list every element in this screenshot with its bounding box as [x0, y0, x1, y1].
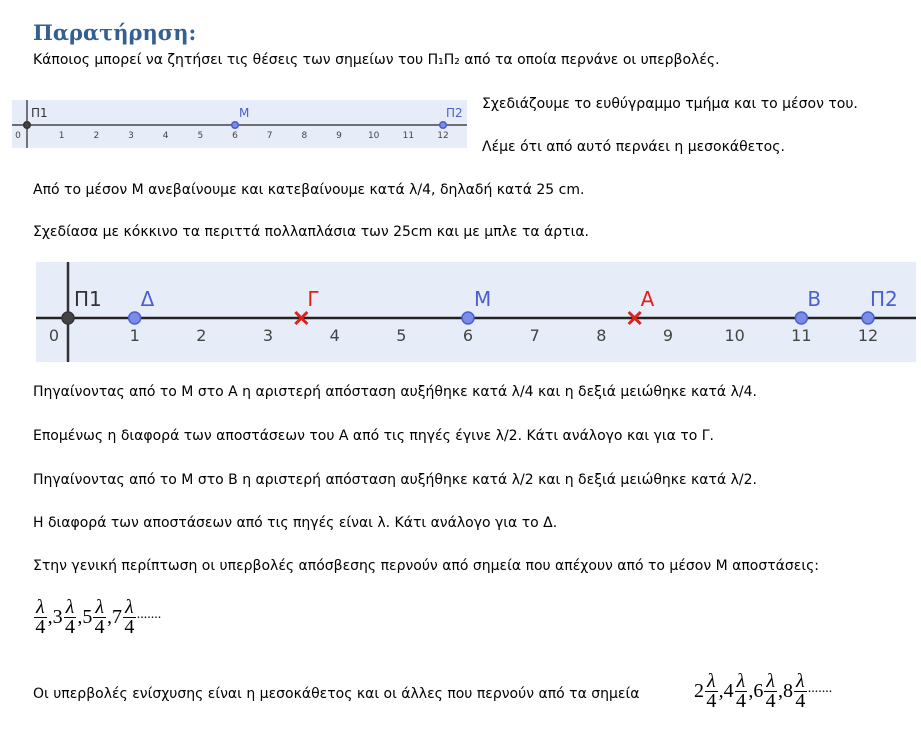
paragraph-5: Πηγαίνοντας από το Μ στο Β η αριστερή απόσταση αυξήθηκε κατά λ/2 και η δεξιά μειώθηκε κατά λ/2.: [33, 472, 758, 488]
tick-label: 6: [462, 326, 474, 345]
fraction-numerator: λ: [766, 670, 776, 692]
formula-fraction: [123, 598, 136, 637]
tick-label: 9: [662, 326, 674, 345]
point-label: Μ: [474, 287, 492, 311]
tick-label: 8: [301, 131, 308, 141]
tick-label: 1: [129, 326, 140, 345]
point-marker: [129, 312, 141, 324]
tick-label: 3: [262, 326, 274, 345]
point-marker: [795, 312, 807, 324]
fraction-denominator: 4: [65, 616, 75, 638]
point-label: Π1: [31, 106, 48, 120]
tick-label: 6: [232, 131, 238, 141]
formula-destructive: [33, 598, 161, 637]
fraction-numerator: λ: [95, 596, 105, 618]
formula-fraction: [64, 598, 77, 637]
formula-fraction: [794, 672, 807, 711]
formula-fraction: [34, 598, 47, 637]
tick-label: 2: [93, 131, 100, 141]
fraction-numerator: λ: [707, 670, 716, 692]
tick-label: 10: [367, 131, 380, 141]
side-text-1: Σχεδιάζουμε το ευθύγραμμο τμήμα και το μέσον του.: [482, 96, 858, 112]
point-marker: [440, 122, 447, 129]
point-label: Γ: [307, 287, 319, 311]
point-label: Α: [640, 287, 655, 311]
number-line-small: [12, 100, 467, 148]
formula-separator: ,: [778, 680, 784, 702]
point-marker: [62, 312, 74, 324]
tick-label: 12: [437, 131, 449, 141]
side-text-2: Λέμε ότι από αυτό περνάει η μεσοκάθετος.: [482, 139, 785, 155]
tick-label: 2: [196, 326, 207, 345]
paragraph-8: Οι υπερβολές ενίσχυσης είναι η μεσοκάθετος και οι άλλες που περνούν από τα σημεία: [33, 686, 640, 702]
paragraph-4: Επομένως η διαφορά των αποστάσεων του Α από τις πηγές έγινε λ/2. Κάτι ανάλογο και για το Γ.: [33, 428, 715, 444]
formula-separator: ,: [718, 680, 724, 702]
formula-coefficient: 4: [723, 680, 734, 702]
tick-label: 3: [128, 131, 134, 141]
point-label: Π1: [74, 287, 102, 311]
formula-coefficient: 5: [82, 606, 93, 628]
formula-separator: ,: [748, 680, 754, 702]
formula-coefficient: 8: [783, 680, 794, 702]
formula-coefficient: 2: [694, 680, 704, 702]
fraction-denominator: 4: [124, 616, 135, 638]
tick-label: 11: [791, 326, 812, 345]
fraction-denominator: 4: [765, 690, 776, 712]
fraction-numerator: λ: [796, 670, 805, 692]
fraction-denominator: 4: [706, 690, 717, 712]
point-label: Π2: [446, 106, 463, 120]
point-marker: [462, 312, 474, 324]
tick-label: 9: [336, 131, 342, 141]
point-marker: [232, 122, 239, 129]
fraction-denominator: 4: [795, 690, 806, 712]
formula-ellipsis: .......: [136, 607, 162, 622]
fraction-denominator: 4: [35, 616, 46, 638]
number-line-large-bg: [36, 262, 916, 362]
tick-label: 0: [48, 326, 60, 345]
fraction-numerator: λ: [125, 596, 134, 618]
tick-label: 8: [596, 326, 607, 345]
tick-label: 1: [58, 131, 65, 141]
formula-coefficient: 6: [753, 680, 764, 702]
tick-label: 11: [402, 131, 415, 141]
tick-label: 4: [162, 131, 169, 141]
paragraph-6: Η διαφορά των αποστάσεων από τις πηγές είναι λ. Κάτι ανάλογο για το Δ.: [33, 515, 558, 531]
fraction-denominator: 4: [94, 616, 105, 638]
number-line-large: [36, 262, 916, 362]
formula-separator: ,: [107, 606, 113, 628]
point-marker: [24, 122, 31, 129]
paragraph-2: Σχεδίασα με κόκκινο τα περιττά πολλαπλάσια των 25cm και με μπλε τα άρτια.: [33, 224, 590, 240]
tick-label: 7: [529, 326, 540, 345]
formula-fraction: [764, 672, 777, 711]
tick-label: 7: [266, 131, 273, 141]
formula-separator: ,: [77, 606, 83, 628]
formula-ellipsis: .......: [807, 681, 833, 696]
formula-fraction: [735, 672, 748, 711]
page-title: Παρατήρηση:: [33, 20, 197, 45]
formula-coefficient: 3: [52, 606, 63, 628]
fraction-numerator: λ: [36, 596, 45, 618]
tick-label: 10: [724, 326, 745, 345]
point-label: Β: [807, 287, 822, 311]
formula-coefficient: 7: [112, 606, 123, 628]
tick-label: 12: [857, 326, 879, 345]
formula-fraction: [705, 672, 718, 711]
tick-label: 5: [197, 131, 204, 141]
tick-label: 5: [396, 326, 407, 345]
paragraph-1: Από το μέσον Μ ανεβαίνουμε και κατεβαίνουμε κατά λ/4, δηλαδή κατά 25 cm.: [33, 182, 585, 198]
paragraph-3: Πηγαίνοντας από το Μ στο Α η αριστερή απόσταση αυξήθηκε κατά λ/4 και η δεξιά μειώθηκε κατά λ/4.: [33, 384, 757, 400]
point-marker: [862, 312, 874, 324]
formula-fraction: [93, 598, 106, 637]
point-label: Π2: [870, 287, 898, 311]
formula-separator: ,: [47, 606, 53, 628]
fraction-numerator: λ: [736, 670, 746, 692]
point-label: Μ: [239, 106, 250, 120]
fraction-numerator: λ: [65, 596, 75, 618]
tick-label: 0: [15, 131, 21, 141]
point-label: Δ: [140, 287, 155, 311]
intro-paragraph: Κάποιος μπορεί να ζητήσει τις θέσεις των σημείων του Π₁Π₂ από τα οποία περνάνε οι υπερβολές.: [33, 52, 720, 68]
paragraph-7: Στην γενική περίπτωση οι υπερβολές απόσβεσης περνούν από σημεία που απέχουν από το μέσον Μ αποστάσεις:: [33, 558, 820, 574]
formula-constructive: [694, 672, 832, 711]
fraction-denominator: 4: [736, 690, 746, 712]
tick-label: 4: [329, 326, 340, 345]
